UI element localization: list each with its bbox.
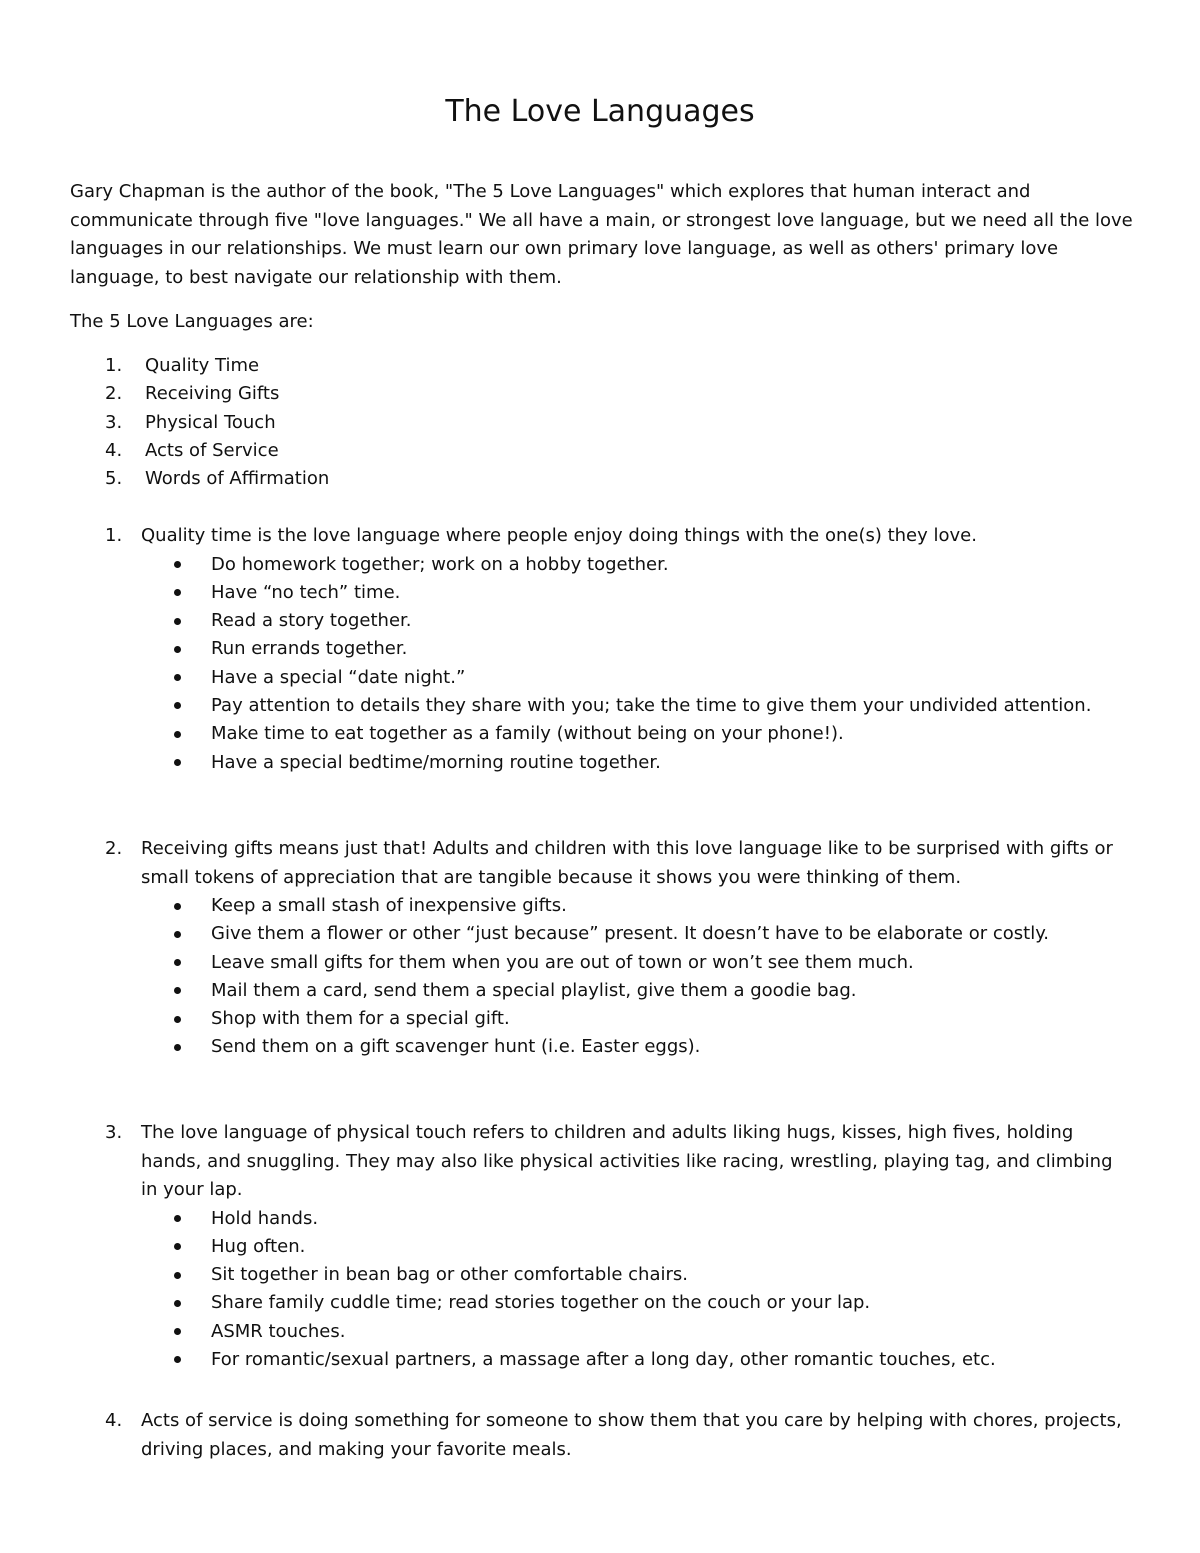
bullet-item [0, 892, 1200, 920]
list-number: 2. [105, 383, 123, 405]
bullet-item [0, 1318, 1200, 1346]
bullet-text: For romantic/sexual partners, a massage after a long day, other romantic touches, etc. [211, 1348, 996, 1370]
bullet-icon [174, 759, 181, 766]
bullet-item [0, 664, 1200, 692]
bullet-item [0, 749, 1200, 777]
bullet-list [0, 1205, 1200, 1375]
bullet-text: Have a special “date night.” [211, 666, 466, 688]
bullet-text: Hold hands. [211, 1207, 319, 1229]
list-item-label: Quality Time [145, 355, 260, 376]
section-lead [0, 522, 1131, 551]
bullet-text: Have “no tech” time. [211, 581, 401, 603]
list-number: 4. [105, 439, 123, 461]
section-text: Receiving gifts means just that! Adults and children with this love language like to be surprised with gifts or small tokens of appreciation that are tangible because it shows you were thinking of them. [141, 838, 1113, 888]
bullet-text: Share family cuddle time; read stories together on the couch or your lap. [211, 1292, 871, 1314]
bullet-icon [174, 618, 181, 625]
bullet-icon [174, 987, 181, 994]
bullet-icon [174, 646, 181, 653]
bullet-icon [174, 1300, 181, 1307]
bullet-icon [174, 903, 181, 910]
bullet-item [0, 551, 1200, 579]
section-physical-touch [0, 1119, 1200, 1374]
bullet-icon [174, 1272, 181, 1279]
bullet-text: Leave small gifts for them when you are out of town or won’t see them much. [211, 951, 914, 973]
bullet-list [0, 892, 1200, 1062]
bullet-item [0, 1289, 1200, 1317]
list-item-label: Acts of Service [145, 439, 279, 461]
bullet-icon [174, 561, 181, 568]
bullet-item [0, 1033, 1200, 1061]
list-number: 1. [105, 355, 123, 376]
bullet-text: Shop with them for a special gift. [211, 1008, 510, 1030]
section-number: 3. [105, 1122, 123, 1143]
list-item [0, 437, 329, 465]
section-number: 2. [105, 838, 123, 859]
bullet-icon [174, 931, 181, 938]
bullet-item [0, 1261, 1200, 1289]
bullet-item [0, 920, 1200, 948]
bullet-icon [174, 1328, 181, 1335]
bullet-item [0, 949, 1200, 977]
bullet-text: Have a special bedtime/morning routine together. [211, 751, 661, 773]
bullet-icon [174, 674, 181, 681]
bullet-icon [174, 1016, 181, 1023]
bullet-item [0, 720, 1200, 748]
bullet-icon [174, 1243, 181, 1250]
section-text: The love language of physical touch refers to children and adults liking hugs, kisses, high fives, holding hands, and snuggling. They may also like physical activities like racing, wrestling, playing tag, and climbing in your lap. [141, 1122, 1113, 1200]
bullet-text: Mail them a card, send them a special playlist, give them a goodie bag. [211, 979, 857, 1001]
bullet-icon [174, 589, 181, 596]
intro-paragraph: Gary Chapman is the author of the book, "The 5 Love Languages" which explores that human interact and communicate through five "love languages." We all have a main, or strongest love language, but we need all the love languages in our relationships. We must learn our own primary love language, as well as others' primary love language, to best navigate our relationship with them. [70, 181, 1133, 288]
bullet-icon [174, 1044, 181, 1051]
list-item-label: Receiving Gifts [145, 383, 280, 405]
bullet-item [0, 1005, 1200, 1033]
section-lead [0, 1407, 1131, 1464]
section-lead [0, 835, 1131, 892]
bullet-text: ASMR touches. [211, 1320, 346, 1342]
bullet-text: Give them a flower or other “just because” present. It doesn’t have to be elaborate or costly. [211, 923, 1050, 945]
section-number: 1. [105, 525, 123, 546]
list-item [0, 352, 329, 380]
bullet-text: Send them on a gift scavenger hunt (i.e. Easter eggs). [211, 1036, 701, 1058]
bullet-text: Do homework together; work on a hobby together. [211, 553, 669, 575]
bullet-item [0, 1205, 1200, 1233]
section-number: 4. [105, 1410, 123, 1431]
section-receiving-gifts [0, 835, 1200, 1062]
section-quality-time [0, 522, 1200, 777]
bullet-item [0, 1346, 1200, 1374]
bullet-text: Read a story together. [211, 610, 412, 632]
section-text: Quality time is the love language where people enjoy doing things with the one(s) they love. [141, 525, 977, 546]
bullet-icon [174, 959, 181, 966]
bullet-item [0, 579, 1200, 607]
bullet-text: Keep a small stash of inexpensive gifts. [211, 895, 567, 916]
section-text: Acts of service is doing something for someone to show them that you care by helping with chores, projects, driving places, and making your favorite meals. [141, 1410, 1122, 1460]
bullet-text: Make time to eat together as a family (without being on your phone!). [211, 723, 844, 745]
list-number: 3. [105, 411, 123, 433]
bullet-text: Run errands together. [211, 638, 408, 660]
love-languages-list [0, 352, 329, 493]
bullet-text: Pay attention to details they share with you; take the time to give them your undivided attention. [211, 694, 1092, 716]
section-acts-of-service [0, 1407, 1200, 1464]
list-item-label: Physical Touch [145, 411, 276, 433]
bullet-text: Hug often. [211, 1235, 306, 1257]
list-item [0, 380, 329, 408]
section-lead [0, 1119, 1131, 1205]
bullet-text: Sit together in bean bag or other comfortable chairs. [211, 1264, 688, 1286]
list-item [0, 409, 329, 437]
bullet-item [0, 607, 1200, 635]
bullet-item [0, 1233, 1200, 1261]
list-item-label: Words of Affirmation [145, 468, 330, 490]
bullet-item [0, 635, 1200, 663]
list-item [0, 465, 329, 493]
bullet-list [0, 551, 1200, 777]
bullet-icon [174, 731, 181, 738]
bullet-icon [174, 1356, 181, 1363]
page-title: The Love Languages [445, 94, 755, 129]
bullet-icon [174, 702, 181, 709]
bullet-item [0, 977, 1200, 1005]
list-heading: The 5 Love Languages are: [70, 311, 314, 332]
bullet-icon [174, 1215, 181, 1222]
bullet-item [0, 692, 1200, 720]
list-number: 5. [105, 468, 123, 490]
